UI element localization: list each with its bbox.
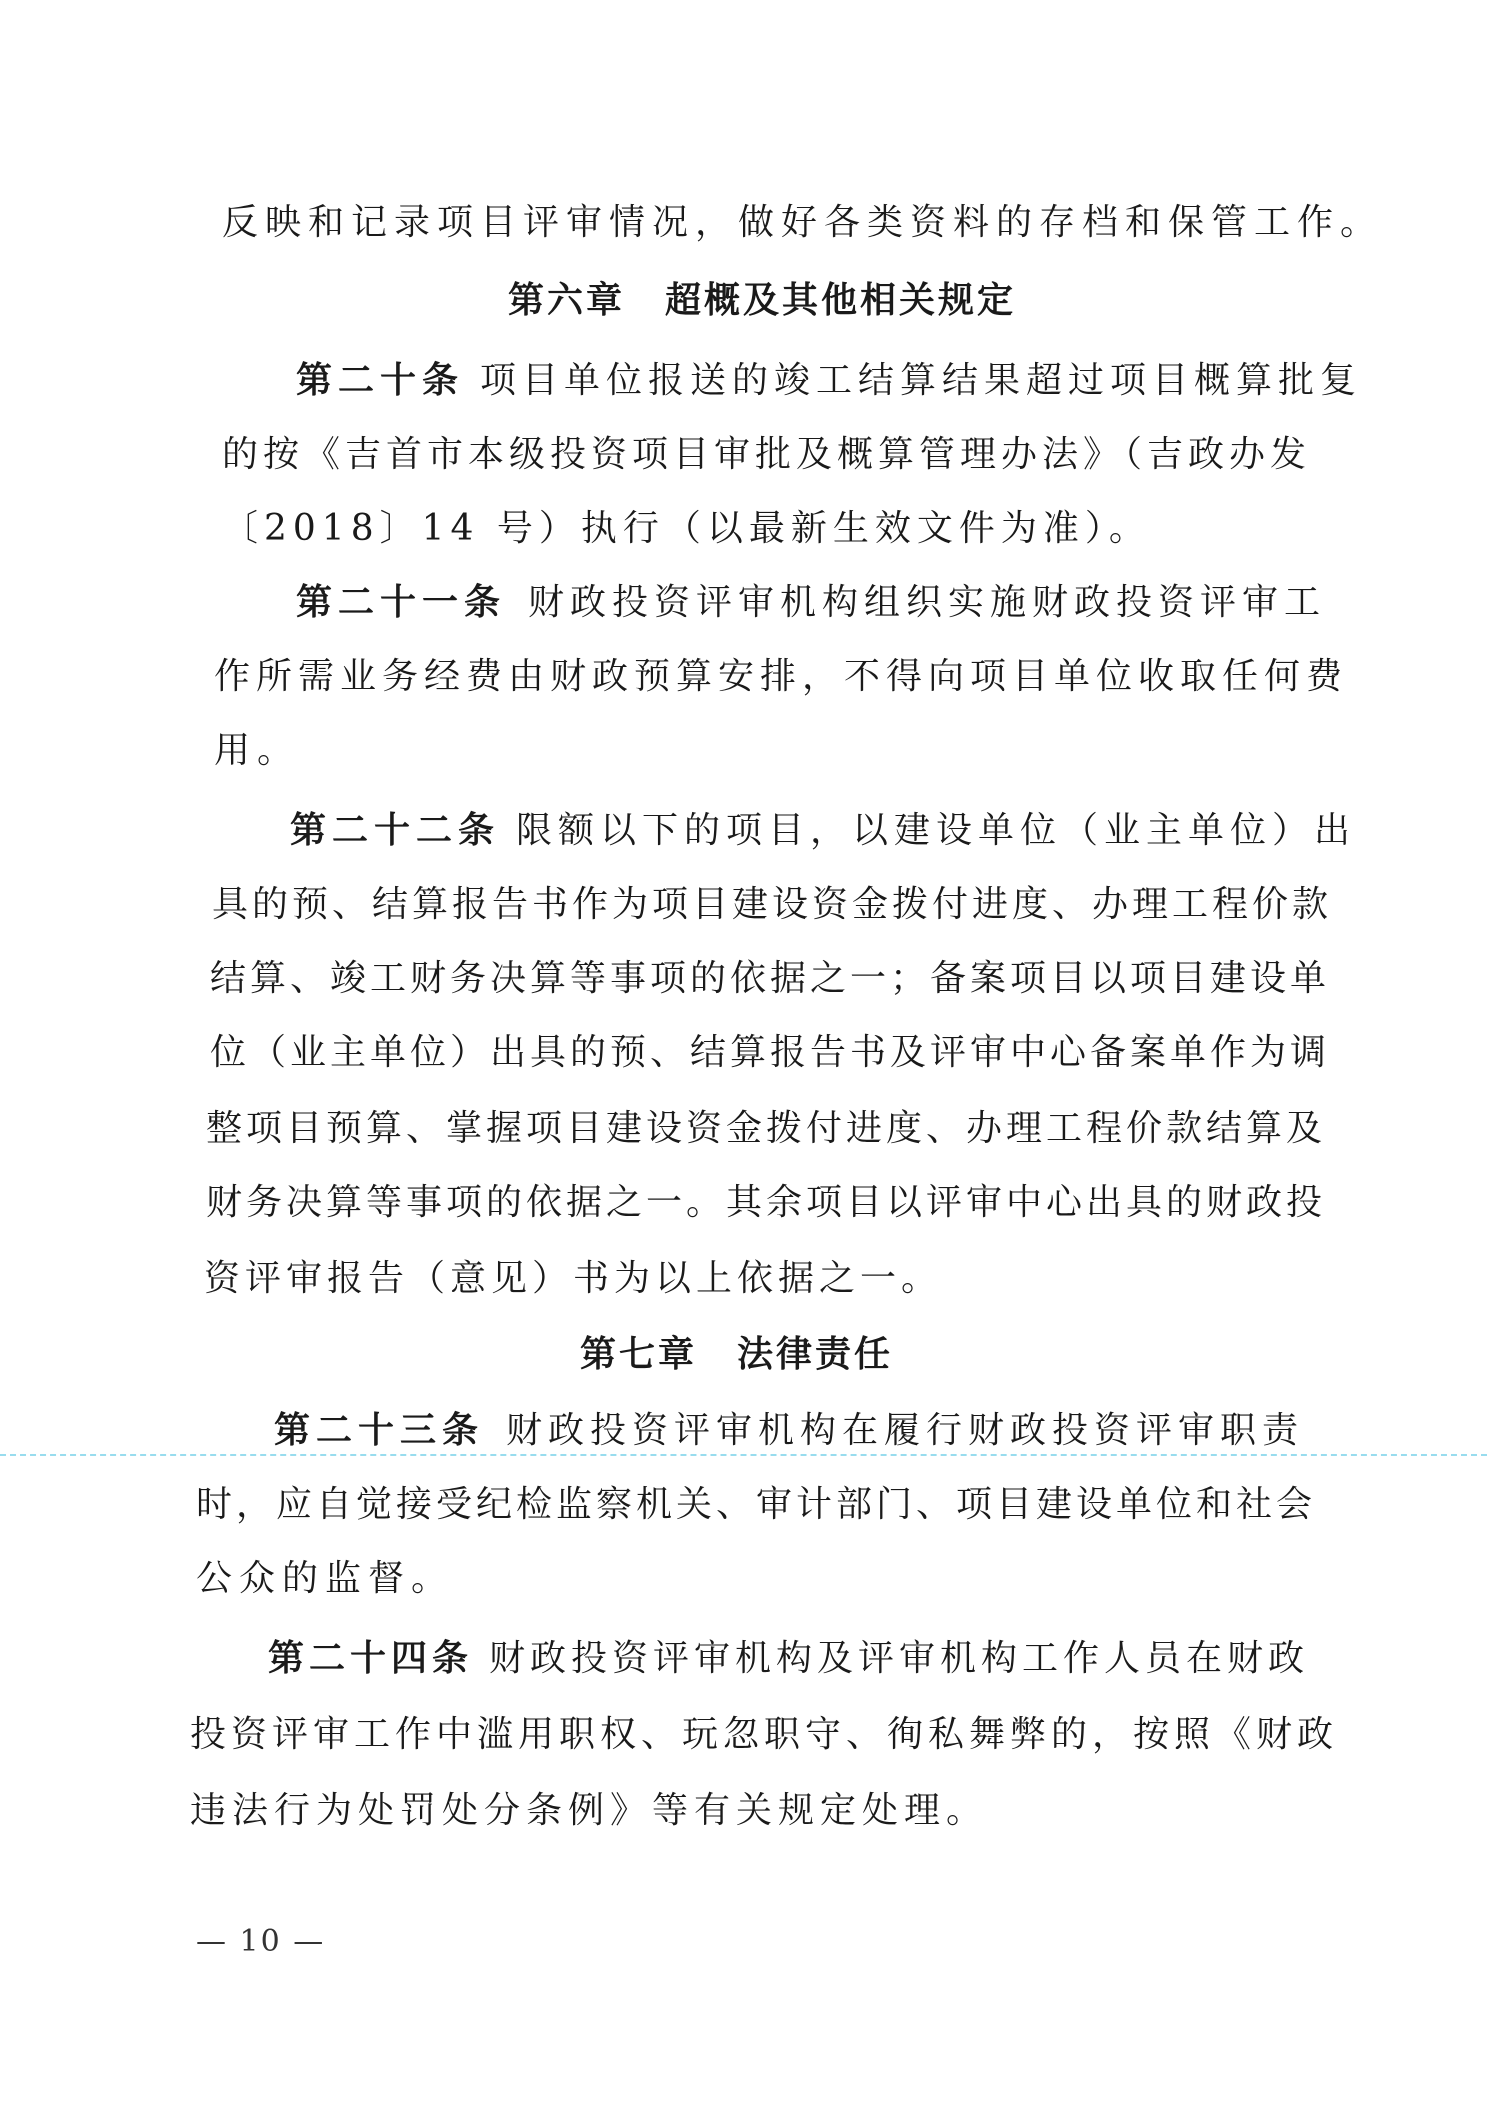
text: 违法行为处罚处分条例》等有关规定处理。 (190, 1790, 989, 1831)
text: 项目单位报送的竣工结算结果超过项目概算批复 (480, 360, 1363, 401)
chapter-7-heading (580, 1332, 893, 1378)
article-24-line-2 (190, 1712, 1338, 1758)
text: 结算、竣工财务决算等事项的依据之一；备案项目以项目建设单 (210, 958, 1331, 999)
text: 财务决算等事项的依据之一。其余项目以评审中心出具的财政投 (206, 1182, 1327, 1223)
text: 公众的监督。 (196, 1558, 455, 1599)
article-22-line-5 (206, 1106, 1326, 1152)
text: 〔2018〕14 号）执行（以最新生效文件为准）。 (222, 508, 1151, 549)
article-20-line-2 (222, 432, 1311, 478)
article-22-title: 第二十二条 (290, 810, 501, 851)
article-23-line-1 (274, 1408, 1304, 1454)
article-21-line-1 (296, 580, 1326, 626)
article-20-title: 第二十条 (296, 360, 465, 401)
article-21-line-2 (214, 654, 1348, 700)
text: 财政投资评审机构及评审机构工作人员在财政 (489, 1638, 1310, 1679)
text: 资评审报告（意见）书为以上依据之一。 (204, 1258, 943, 1299)
article-24-title: 第二十四条 (268, 1638, 474, 1679)
chapter-number: 第六章 (508, 280, 626, 321)
text: 时，应自觉接受纪检监察机关、审计部门、项目建设单位和社会 (196, 1484, 1317, 1525)
text: 用。 (214, 730, 301, 771)
text: 具的预、结算报告书作为项目建设资金拨付进度、办理工程价款 (212, 884, 1333, 925)
chapter-6-heading (508, 278, 1016, 324)
text: 财政投资评审机构组织实施财政投资评审工 (528, 582, 1327, 623)
article-22-line-3 (210, 956, 1330, 1002)
paragraph-line (222, 200, 1383, 246)
article-21-title: 第二十一条 (296, 582, 507, 623)
text: 的按《吉首市本级投资项目审批及概算管理办法》（吉政办发 (222, 434, 1312, 475)
chapter-number: 第七章 (580, 1334, 698, 1375)
text: 财政投资评审机构在履行财政投资评审职责 (506, 1410, 1305, 1451)
text: 整项目预算、掌握项目建设资金拨付进度、办理工程价款结算及 (206, 1108, 1327, 1149)
chapter-title: 超概及其他相关规定 (665, 280, 1017, 321)
article-23-title: 第二十三条 (274, 1410, 485, 1451)
article-22-line-4 (210, 1030, 1330, 1076)
article-21-line-3 (214, 728, 300, 774)
scan-artifact-line (0, 1454, 1487, 1456)
article-22-line-6 (206, 1180, 1326, 1226)
text: 位（业主单位）出具的预、结算报告书及评审中心备案单作为调 (210, 1032, 1331, 1073)
article-22-line-2 (212, 882, 1332, 928)
text: 反映和记录项目评审情况，做好各类资料的存档和保管工作。 (222, 202, 1384, 243)
article-23-line-3 (196, 1556, 454, 1602)
text: 投资评审工作中滥用职权、玩忽职守、徇私舞弊的，按照《财政 (190, 1714, 1339, 1755)
article-20-line-3 (222, 506, 1151, 552)
text: 作所需业务经费由财政预算安排，不得向项目单位收取任何费 (214, 656, 1349, 697)
article-22-line-7 (204, 1256, 942, 1302)
chapter-title: 法律责任 (737, 1334, 894, 1375)
article-23-line-2 (196, 1482, 1316, 1528)
article-24-line-3 (190, 1788, 988, 1834)
page-number: — 10 — (196, 1924, 326, 1959)
article-20-line-1 (296, 358, 1362, 404)
article-24-line-1 (268, 1636, 1309, 1682)
article-22-line-1 (290, 808, 1356, 854)
text: 限额以下的项目，以建设单位（业主单位）出 (516, 810, 1357, 851)
